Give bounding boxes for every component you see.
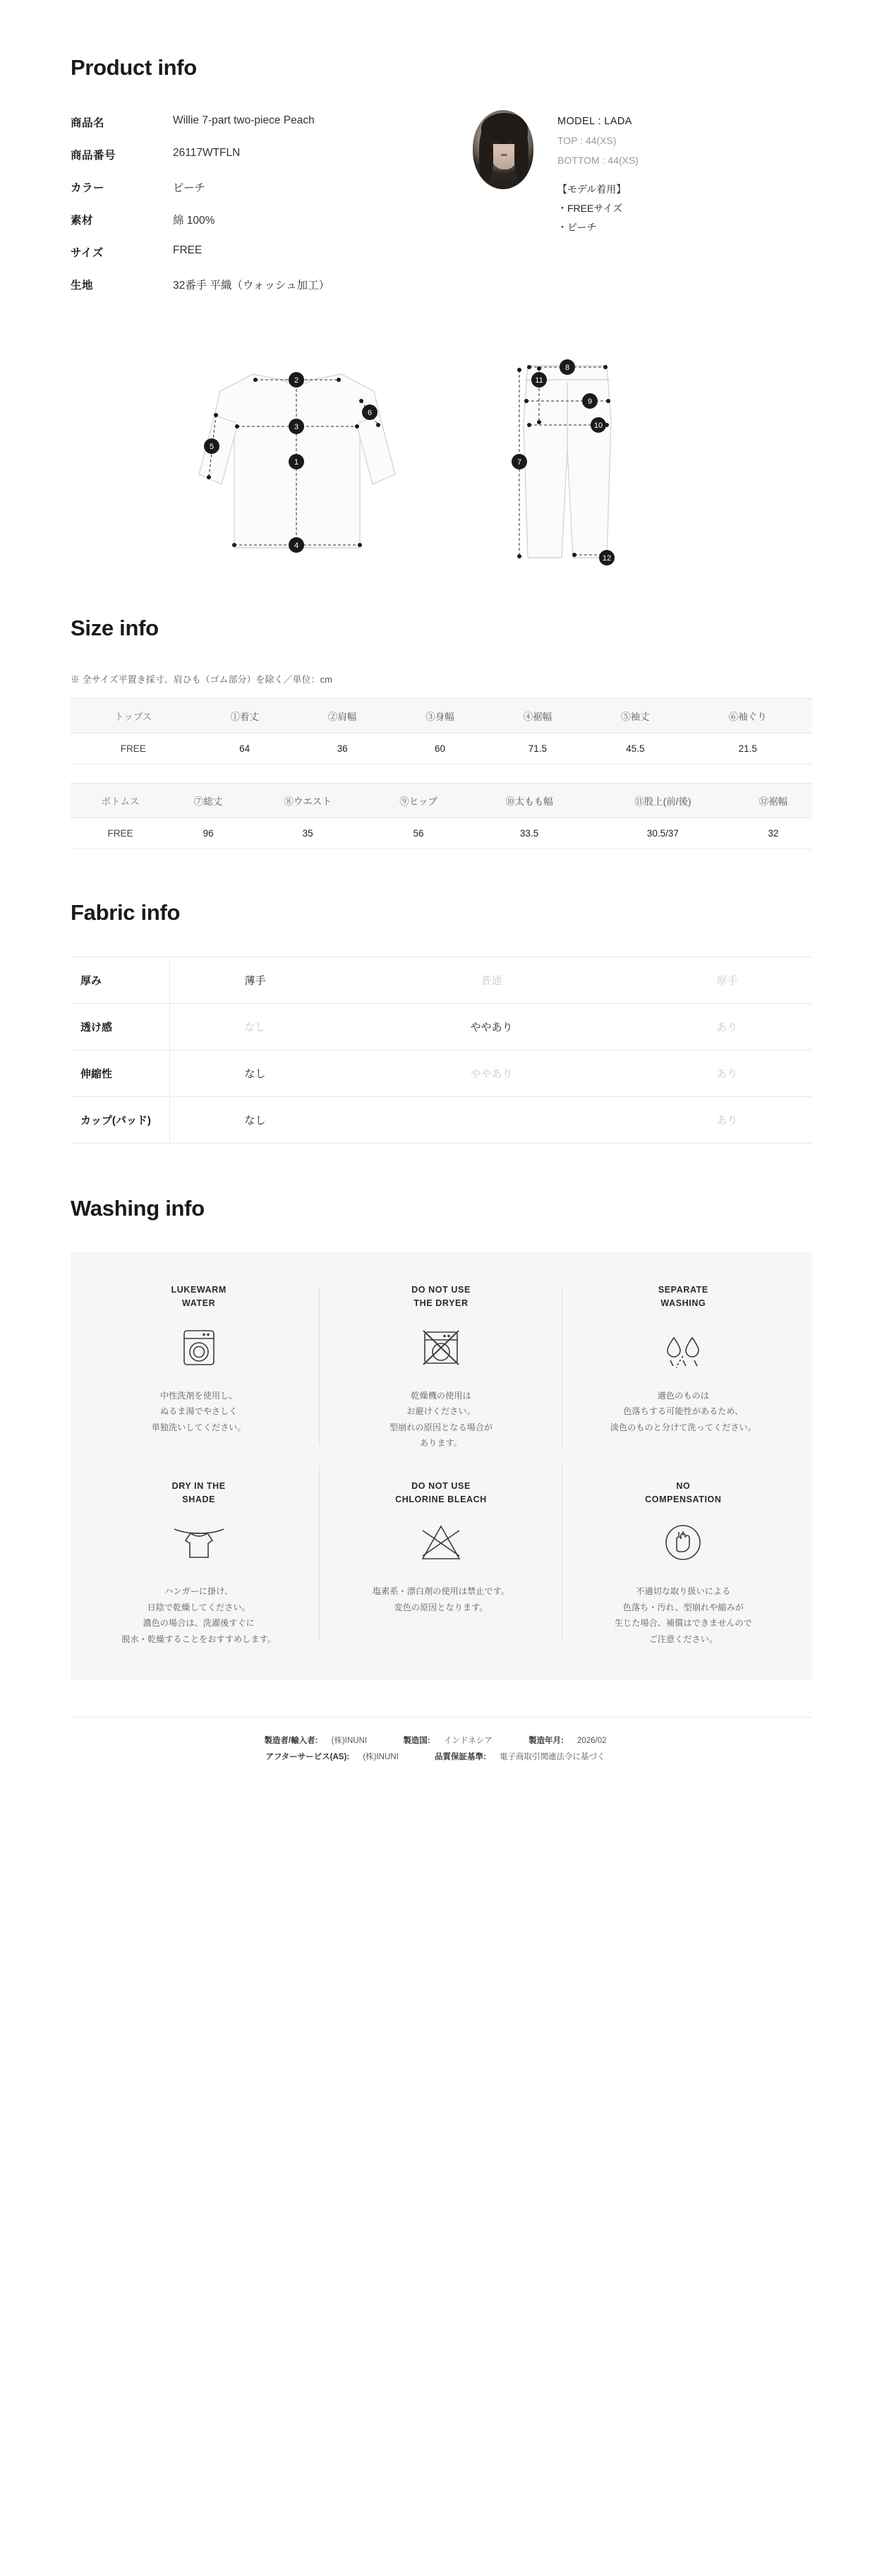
table-row — [71, 957, 811, 1004]
product-row-key: サイズ — [71, 247, 104, 259]
svg-text:7: 7 — [516, 458, 522, 467]
table-row — [71, 106, 466, 138]
col-header: ②肩幅 — [294, 699, 391, 733]
fabric-option: ややあり — [470, 1022, 513, 1034]
wash-cell-dry-in-shade — [78, 1456, 320, 1652]
wash-desc: 乾燥機の使用は お避けください。 型崩れの原因となる場合が あります。 — [389, 1390, 493, 1449]
cell: 45.5 — [586, 733, 684, 765]
table-row — [71, 1004, 811, 1050]
wash-title: SEPARATE WASHING — [658, 1285, 708, 1308]
svg-text:9: 9 — [587, 397, 593, 406]
svg-text:11: 11 — [535, 376, 543, 385]
product-info-section — [71, 0, 811, 301]
footer-label: 製造年月: — [528, 1736, 564, 1745]
badge-5 — [204, 438, 219, 454]
cell: 56 — [369, 818, 468, 849]
col-header: ⑥袖ぐり — [684, 699, 811, 733]
model-block — [466, 106, 811, 301]
svg-text:4: 4 — [294, 541, 299, 550]
col-header: ①着丈 — [195, 699, 293, 733]
fabric-option: あり — [716, 1022, 738, 1034]
footer-row-2 — [71, 1749, 811, 1766]
fabric-option: あり — [716, 1115, 738, 1127]
cell: 36 — [294, 733, 391, 765]
no-compensation-icon — [575, 1509, 792, 1576]
cell: 21.5 — [684, 733, 811, 765]
col-header: ⑧ウエスト — [246, 784, 369, 818]
footer-label: 製造者/輸入者: — [264, 1736, 318, 1745]
size-info-title: Size info — [71, 616, 159, 640]
fabric-row-label: 透け感 — [71, 1004, 169, 1050]
footer-value: インドネシア — [443, 1736, 493, 1745]
table-row — [71, 138, 466, 171]
product-row-key: 商品名 — [71, 117, 105, 129]
svg-text:10: 10 — [593, 421, 603, 430]
fabric-row-label: カップ(パッド) — [71, 1097, 169, 1144]
washing-care-box — [71, 1252, 811, 1680]
wash-cell-no-compensation — [562, 1456, 804, 1652]
wash-title: DRY IN THE SHADE — [171, 1480, 226, 1504]
wash-cell-lukewarm-water — [78, 1276, 320, 1456]
product-row-value: 26117WTFLN — [173, 147, 241, 159]
washing-info-title: Washing info — [71, 1196, 205, 1221]
wash-title: NO COMPENSATION — [645, 1480, 722, 1504]
dry-in-shade-icon — [90, 1509, 307, 1576]
fabric-option — [340, 1097, 642, 1144]
badge-12 — [599, 550, 615, 565]
fabric-option: 厚手 — [716, 975, 738, 987]
washing-info-section — [71, 1144, 811, 1687]
wash-title: DO NOT USE THE DRYER — [411, 1285, 471, 1308]
fabric-option: 普通 — [481, 975, 502, 987]
product-row-key: 素材 — [71, 215, 94, 227]
footer-info — [71, 1717, 811, 1790]
fabric-row-label: 厚み — [71, 957, 169, 1004]
footer-value: 2026/02 — [577, 1736, 607, 1745]
product-info-title: Product info — [71, 55, 197, 80]
col-header: ⑫裾幅 — [735, 784, 811, 818]
col-header: トップス — [71, 699, 195, 733]
footer-value: (株)INUNI — [363, 1752, 399, 1761]
product-row-value: FREE — [173, 244, 203, 256]
fabric-option: ややあり — [470, 1068, 513, 1080]
col-header: ⑨ヒップ — [369, 784, 468, 818]
cell: FREE — [71, 818, 170, 849]
svg-text:8: 8 — [564, 364, 570, 372]
svg-text:2: 2 — [294, 376, 299, 385]
footer-label: アフターサービス(AS): — [265, 1752, 350, 1761]
wash-cell-separate-washing — [562, 1276, 804, 1456]
pants-garment-illustration — [524, 366, 611, 558]
bottoms-size-table — [71, 783, 811, 849]
badge-7 — [512, 454, 527, 469]
table-row — [71, 733, 811, 765]
badge-6 — [362, 405, 377, 420]
footer-value: 電子商取引関連法令に基づく — [500, 1752, 605, 1761]
model-name: MODEL : LADA — [557, 116, 632, 127]
footer-label: 品質保証基準: — [435, 1752, 486, 1761]
fabric-option: なし — [244, 1115, 266, 1127]
product-row-key: 生地 — [71, 280, 94, 292]
wash-desc: 不適切な取り扱いによる 色落ち・汚れ、型崩れや縮みが 生じた場合、補償はできませんので ご注意ください。 — [614, 1586, 752, 1644]
footer-row-1 — [71, 1733, 811, 1749]
cell: 35 — [246, 818, 369, 849]
model-wear-block — [557, 180, 639, 238]
model-bottom-size: BOTTOM : 44(XS) — [557, 154, 639, 166]
fabric-row-label: 伸縮性 — [71, 1050, 169, 1097]
col-header: ボトムス — [71, 784, 170, 818]
model-top-size: TOP : 44(XS) — [557, 135, 617, 147]
badge-10 — [591, 417, 606, 433]
badge-8 — [560, 359, 575, 375]
wash-desc: ハンガーに掛け、 日陰で乾燥してください。 濃色の場合は、洗濯後すぐに 脱水・乾燥することをおすすめします。 — [121, 1586, 276, 1644]
separate-washing-icon — [575, 1313, 792, 1381]
col-header: ④裾幅 — [489, 699, 586, 733]
product-row-value: 32番手 平織（ウォッシュ加工） — [173, 280, 330, 292]
fabric-option: あり — [716, 1068, 738, 1080]
fabric-table — [71, 957, 811, 1144]
washing-grid — [78, 1276, 804, 1652]
product-info-body — [71, 106, 811, 301]
wash-desc: 塩素系・漂白剤の使用は禁止です。 変色の原因となります。 — [372, 1586, 509, 1612]
svg-text:5: 5 — [209, 443, 215, 451]
badge-4 — [289, 537, 304, 553]
cell: FREE — [71, 733, 195, 765]
svg-text:12: 12 — [602, 554, 612, 563]
model-wear-size: ・FREEサイズ — [557, 203, 623, 215]
model-photo — [473, 110, 533, 189]
size-note: ※ 全サイズ平置き採寸、肩ひも（ゴム部分）を除く／単位：cm — [71, 674, 333, 685]
cell: 30.5/37 — [591, 818, 735, 849]
table-row — [71, 818, 811, 849]
product-row-value: 綿 100% — [173, 215, 215, 227]
col-header: ③身幅 — [391, 699, 488, 733]
wash-title: DO NOT USE CHLORINE BLEACH — [395, 1480, 487, 1504]
wash-cell-no-bleach — [320, 1456, 562, 1652]
badge-2 — [289, 372, 304, 388]
table-row — [71, 171, 466, 203]
table-row — [71, 268, 466, 301]
wash-title: LUKEWARM WATER — [171, 1285, 226, 1308]
cell: 60 — [391, 733, 488, 765]
footer-label: 製造国: — [403, 1736, 430, 1745]
fabric-info-title: Fabric info — [71, 900, 181, 925]
badge-11 — [531, 372, 547, 388]
no-dryer-icon — [332, 1313, 549, 1381]
table-header-row — [71, 784, 811, 818]
fabric-option: なし — [244, 1022, 266, 1034]
table-header-row — [71, 699, 811, 733]
fabric-option: 薄手 — [244, 975, 266, 987]
tops-size-table — [71, 698, 811, 765]
col-header: ⑪股上(前/後) — [591, 784, 735, 818]
cell: 64 — [195, 733, 293, 765]
cell: 33.5 — [468, 818, 591, 849]
col-header: ⑩太もも幅 — [468, 784, 591, 818]
wash-desc: 中性洗剤を使用し、 ぬるま湯でやさしく 単独洗いしてください。 — [151, 1390, 246, 1432]
product-info-table — [71, 106, 466, 301]
product-row-value: Willie 7-part two-piece Peach — [173, 114, 315, 126]
svg-text:6: 6 — [367, 409, 373, 417]
col-header: ⑦総丈 — [170, 784, 246, 818]
wash-desc: 適色のものは 色落ちする可能性があるため、 淡色のものと分けて洗ってください。 — [610, 1390, 756, 1432]
cell: 96 — [170, 818, 246, 849]
svg-text:1: 1 — [294, 458, 299, 467]
fabric-option: なし — [244, 1068, 266, 1080]
product-row-key: カラー — [71, 182, 105, 194]
model-wear-color: ・ピーチ — [557, 222, 597, 234]
no-bleach-icon — [332, 1509, 549, 1576]
product-row-key: 商品番号 — [71, 150, 116, 162]
table-row — [71, 203, 466, 236]
measurement-illustration — [71, 336, 811, 569]
badge-9 — [582, 393, 598, 409]
footer-value: (株)INUNI — [331, 1736, 368, 1745]
table-row — [71, 1097, 811, 1144]
badge-1 — [289, 454, 304, 469]
cell: 32 — [735, 818, 811, 849]
model-meta — [533, 110, 639, 301]
garment-diagram-svg — [71, 336, 811, 569]
table-row — [71, 1050, 811, 1097]
col-header: ⑤袖丈 — [586, 699, 684, 733]
model-wear-title: 【モデル着用】 — [557, 183, 627, 195]
product-row-value: ピーチ — [173, 182, 205, 194]
wash-cell-no-dryer — [320, 1276, 562, 1456]
badge-3 — [289, 419, 304, 434]
table-row — [71, 236, 466, 268]
cell: 71.5 — [489, 733, 586, 765]
svg-text:3: 3 — [294, 423, 299, 431]
size-info-section — [71, 569, 811, 849]
fabric-info-section — [71, 849, 811, 1144]
washing-machine-icon — [90, 1313, 307, 1381]
